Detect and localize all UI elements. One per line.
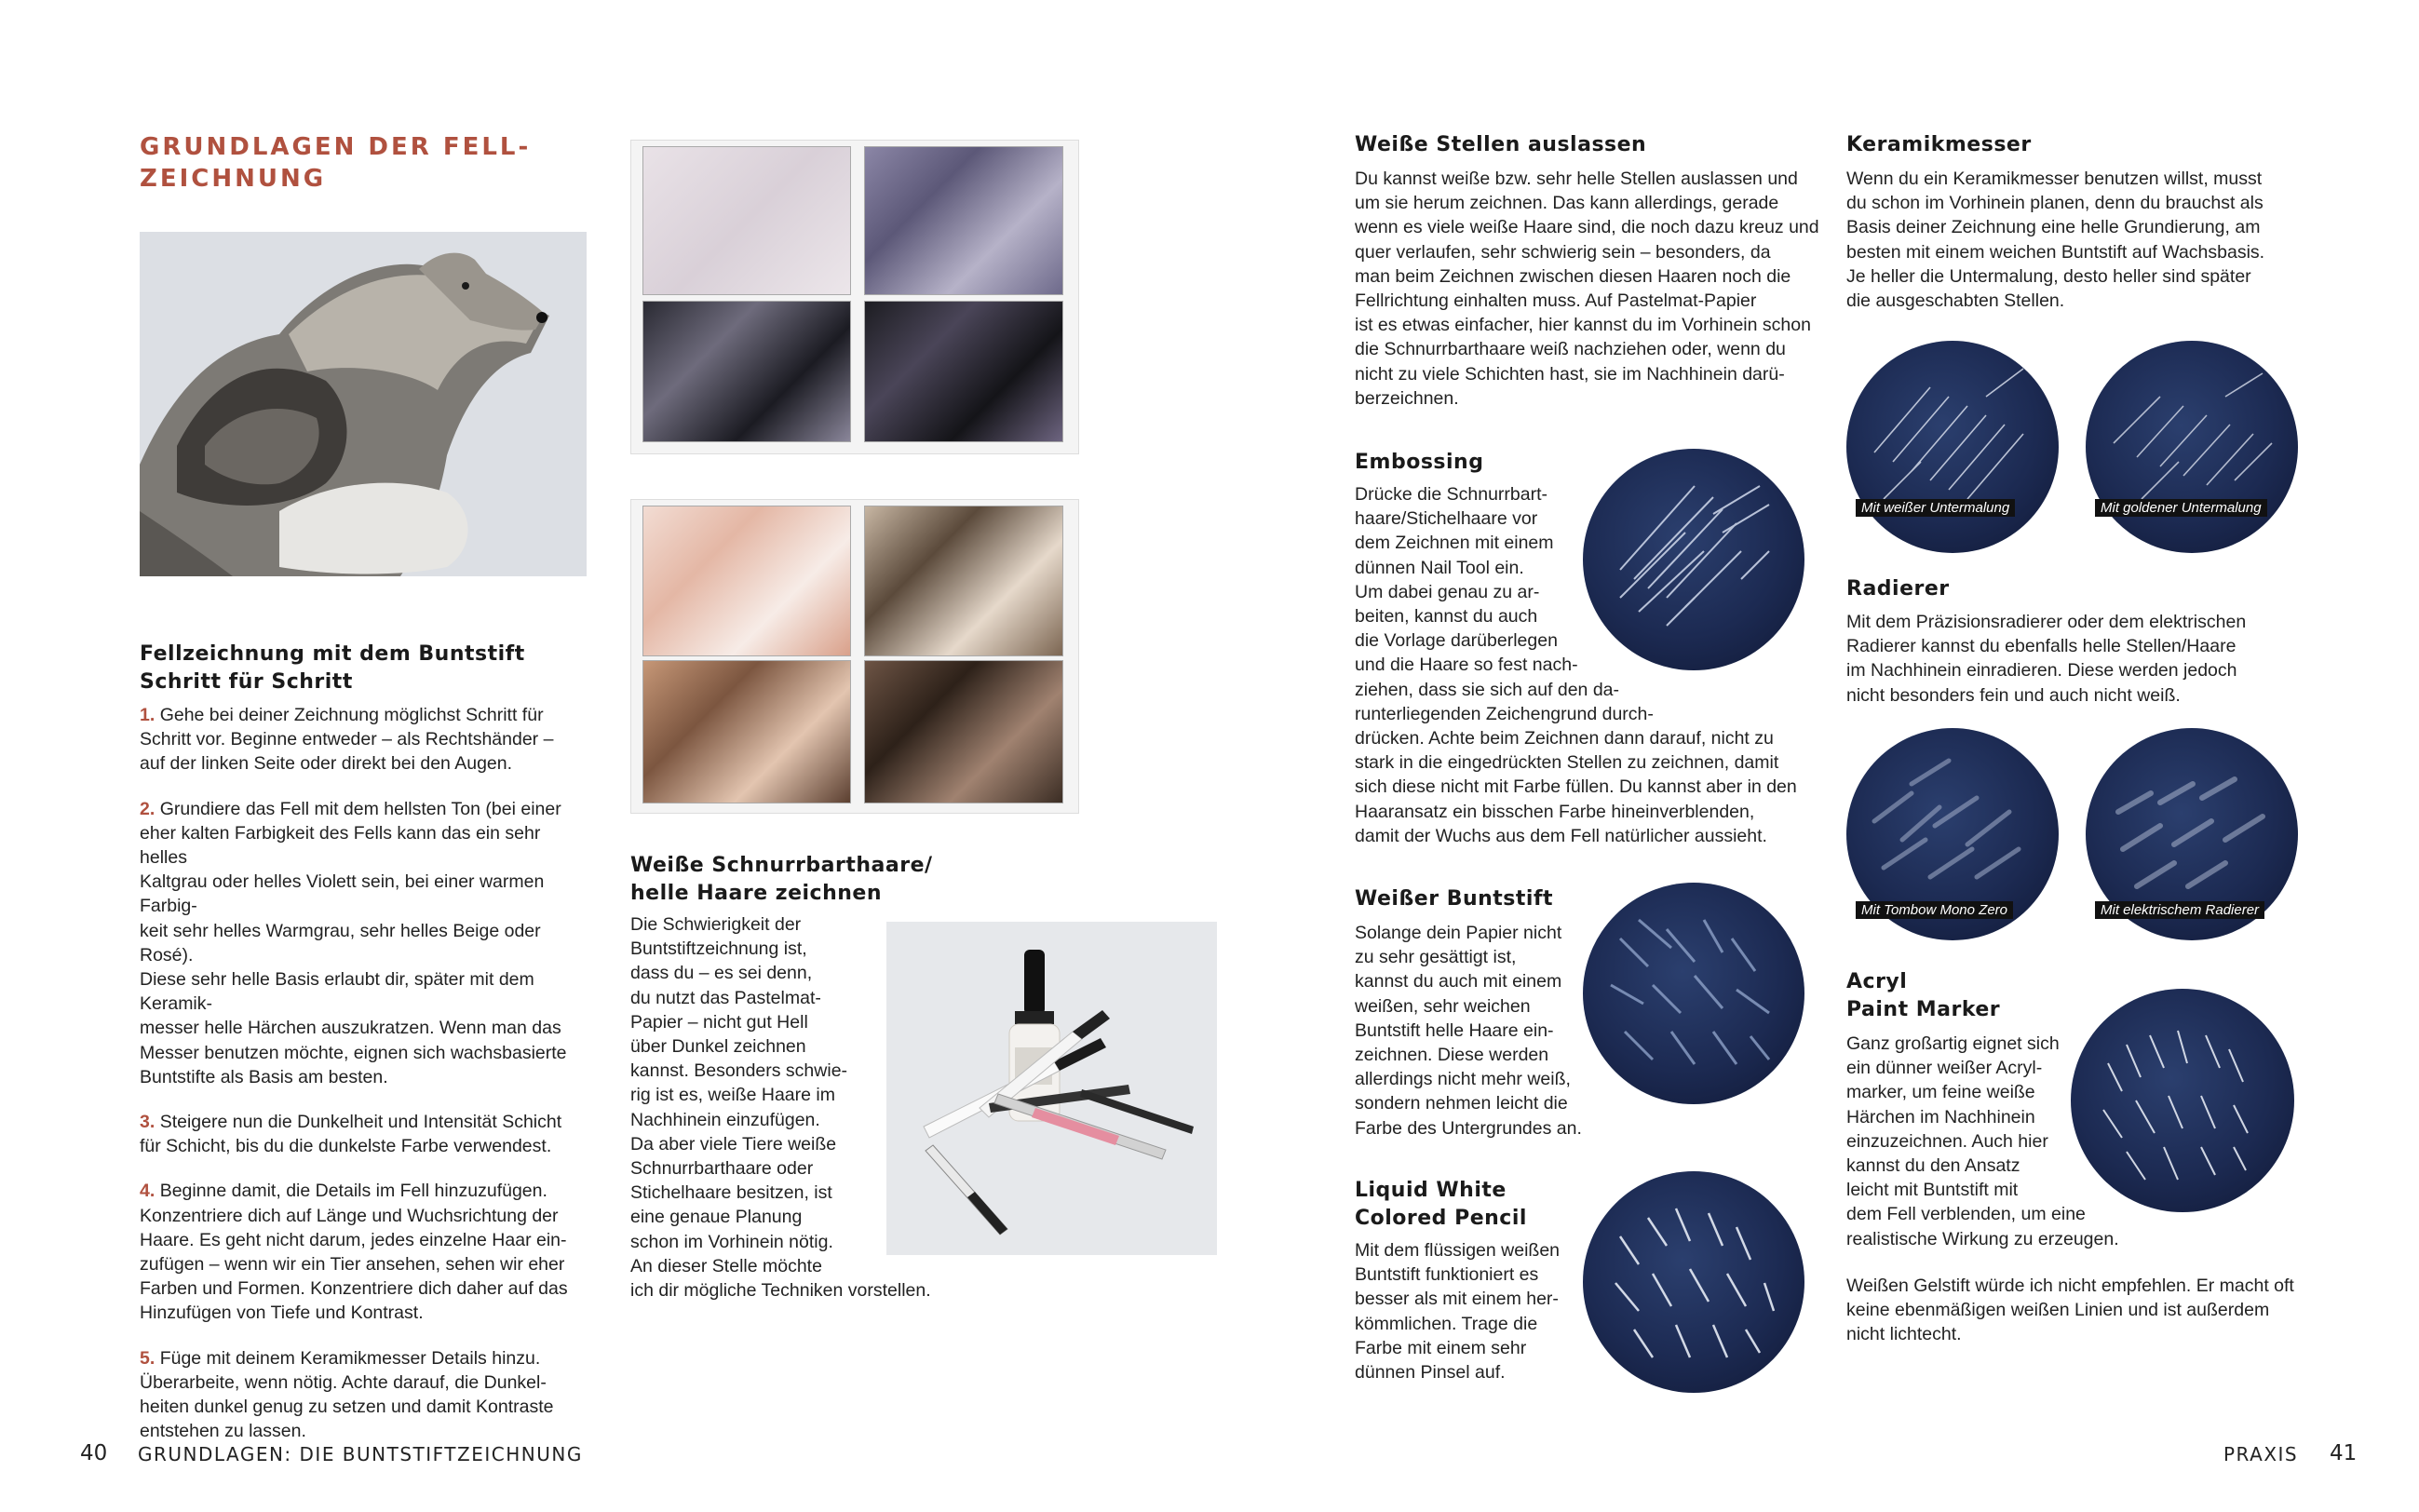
step-4-line [140, 1179, 587, 1203]
pencil-hairs [1583, 883, 1804, 1104]
caption-electric-eraser: Mit elektrischem Radierer [2095, 901, 2264, 919]
eraser-text [1846, 610, 2293, 708]
step-text: entstehen zu lassen. [140, 1421, 306, 1442]
step-text: Schritt vor. Beginne entweder – als Rechtshänder – [140, 729, 554, 750]
ceramic-white-under-disc [1846, 341, 2059, 553]
text-line: Radierer kannst du ebenfalls helle Stellen/Haare [1846, 636, 2237, 657]
whisker-line: An dieser Stelle möchte [630, 1255, 822, 1276]
liquid-white-text [1355, 1238, 1597, 1384]
text-line: dünnen Nail Tool ein. [1355, 557, 1524, 578]
acrylic-marker-heading [1846, 968, 2000, 1024]
whisker-line: über Dunkel zeichnen [630, 1036, 806, 1058]
acrylic-heading-line2: Paint Marker [1846, 998, 2001, 1021]
step-number: 5. [140, 1347, 155, 1369]
step-text: messer helle Härchen auszukratzen. Wenn man das [140, 1018, 561, 1039]
step-text: Steigere nun die Dunkelheit und Intensität Schicht [159, 1112, 562, 1133]
step-2-line [140, 797, 587, 821]
step-number: 2. [140, 798, 155, 819]
step-text: Buntstifte als Basis am besten. [140, 1066, 388, 1087]
text-line: besten mit einem weichen Buntstift auf Wachsbasis. [1846, 241, 2265, 263]
text-line: kannst du den Ansatz [1846, 1155, 2020, 1177]
text-line: leicht mit Buntstift mit [1846, 1180, 2019, 1201]
chapter-title-line2: ZEICHNUNG [140, 165, 327, 193]
whisker-line: Da aber viele Tiere weiße [630, 1133, 837, 1154]
text-line: Solange dein Papier nicht [1355, 923, 1562, 943]
step-text: zufügen – wenn wir ein Tier ansehen, sehen wir eher [140, 1254, 565, 1276]
text-line: Farbe des Untergrundes an. [1355, 1117, 1582, 1139]
text-line: drücken. Achte beim Zeichnen dann darauf, nicht zu [1355, 728, 1774, 749]
step-text: Diese sehr helle Basis erlaubt dir, später mit dem Keramik- [140, 969, 534, 1015]
step-text: Konzentriere dich auf Länge und Wuchsrichtung der [140, 1205, 559, 1226]
caption-white-underpainting: Mit weißer Untermalung [1856, 499, 2015, 517]
step-number: 4. [140, 1181, 155, 1202]
white-pencil-text [1355, 921, 1597, 1141]
text-line: dem Fell verblenden, um eine [1846, 1204, 2086, 1225]
text-line: Haaransatz ein bisschen Farbe hineinverblenden, [1355, 801, 1755, 822]
text-line: quer verlaufen, sehr schwierig sein – besonders, da [1355, 241, 1771, 263]
whisker-line: Buntstiftzeichnung ist, [630, 938, 807, 960]
text-line: sondern nehmen leicht die [1355, 1093, 1568, 1114]
text-line: man beim Zeichnen zwischen diesen Haaren noch die [1355, 265, 1791, 287]
text-line: Ganz großartig eignet sich [1846, 1033, 2060, 1054]
step-text: Kaltgrau oder helles Violett sein, bei einer warmen Farbig- [140, 871, 545, 917]
text-line: Je heller die Untermalung, desto heller sind später [1846, 265, 2251, 287]
whisker-line: Schnurrbarthaare oder [630, 1158, 814, 1180]
whisker-line: rig ist es, weiße Haare im [630, 1085, 835, 1106]
page-number-right: 41 [2330, 1441, 2358, 1465]
liquid-white-sample-disc [1583, 1171, 1804, 1393]
text-line: stark in die eingedrückten Stellen zu zeichnen, damit [1355, 752, 1779, 774]
wolf-drawing-image [140, 232, 587, 576]
swatch-light-rose [642, 506, 851, 656]
text-line: dem Zeichnen mit einem [1355, 533, 1554, 554]
step-3-line [140, 1110, 587, 1134]
text-line: Farbe mit einem sehr [1355, 1337, 1527, 1358]
text-line: die Vorlage darüberlegen [1355, 630, 1558, 652]
step-2 [140, 797, 587, 1089]
step-number: 1. [140, 705, 155, 725]
step-4 [140, 1179, 587, 1325]
text-line: weißen, sehr weichen [1355, 995, 1531, 1017]
embossing-sample-disc [1583, 449, 1804, 670]
white-spots-text [1355, 167, 1820, 411]
swatch-dark-brown [864, 660, 1063, 803]
text-line: einzuzeichnen. Auch hier [1846, 1130, 2048, 1152]
swatch-warm-tan [642, 660, 851, 803]
whisker-line: ich dir mögliche Techniken vorstellen. [630, 1280, 931, 1302]
text-line: nicht zu viele Schichten hast, sie im Nachhinein darü- [1355, 363, 1785, 385]
step-5 [140, 1346, 587, 1444]
text-line: nicht besonders fein und auch nicht weiß. [1846, 684, 2181, 706]
wolf-illustration [140, 232, 587, 576]
steps-heading-line2: Schritt für Schritt [140, 670, 353, 694]
embossing-heading: Embossing [1355, 451, 1484, 474]
step-text: heiten dunkel genug zu setzen und damit Kontraste [140, 1397, 554, 1418]
steps-heading [140, 641, 525, 696]
text-line: haare/Stichelhaare vor [1355, 508, 1538, 530]
gel-pen-note [1846, 1274, 2293, 1347]
step-number: 3. [140, 1112, 155, 1133]
chapter-title-line1: GRUNDLAGEN DER FELL- [140, 133, 532, 161]
step-text: keit sehr helles Warmgrau, sehr helles Beige oder Rosé). [140, 920, 541, 965]
text-line: ist es etwas einfacher, hier kannst du im Vorhinein schon [1355, 315, 1811, 336]
steps-heading-line1: Fellzeichnung mit dem Buntstift [140, 642, 525, 666]
text-line: marker, um feine weiße [1846, 1082, 2035, 1103]
ceramic-knife-text [1846, 167, 2284, 313]
whisker-line: Stichelhaare besitzen, ist [630, 1182, 832, 1204]
text-line: Mit dem Präzisionsradierer oder dem elektrischen [1846, 612, 2247, 632]
liquid-hairs [1583, 1171, 1804, 1393]
whisker-heading [630, 852, 933, 908]
text-line: Wenn du ein Keramikmesser benutzen willst, musst [1846, 169, 2263, 189]
marker-hairs [2071, 989, 2294, 1212]
text-line: Weißen Gelstift würde ich nicht empfehlen. Er macht oft [1846, 1276, 2294, 1296]
white-spots-heading: Weiße Stellen auslassen [1355, 133, 1647, 156]
text-line: wenn es viele weiße Haare sind, die noch dazu kreuz und [1355, 217, 1819, 238]
text-line: die Schnurrbarthaare weiß nachziehen oder, wenn du [1355, 339, 1786, 360]
text-line: realistische Wirkung zu erzeugen. [1846, 1228, 2119, 1249]
text-line: kannst du auch mit einem [1355, 971, 1562, 992]
scratched-hairs-white [1846, 341, 2059, 553]
text-line: die ausgeschabten Stellen. [1846, 290, 2065, 312]
step-text: auf der linken Seite oder direkt bei den Augen. [140, 753, 513, 775]
text-line: berzeichnen. [1355, 387, 1459, 409]
text-line: keine ebenmäßigen weißen Linien und ist außerdem [1846, 1300, 2270, 1321]
text-line: Mit dem flüssigen weißen [1355, 1240, 1561, 1261]
page-number-left: 40 [80, 1441, 108, 1465]
step-text: Grundiere das Fell mit dem hellsten Ton (bei einer [159, 798, 561, 819]
text-line: dünnen Pinsel auf. [1355, 1362, 1506, 1384]
liquid-heading-line2: Colored Pencil [1355, 1207, 1527, 1230]
acrylic-marker-sample-disc [2071, 989, 2294, 1212]
text-line: und die Haare so fest nach- [1355, 655, 1578, 676]
step-text: Hinzufügen von Tiefe und Kontrast. [140, 1303, 424, 1324]
text-line: Fellrichtung einhalten muss. Auf Pastelmat-Papier [1355, 290, 1757, 312]
text-line: zeichnen. Diese werden [1355, 1045, 1549, 1066]
acrylic-heading-line1: Acryl [1846, 970, 1908, 993]
caption-gold-underpainting: Mit goldener Untermalung [2095, 499, 2267, 517]
step-3 [140, 1110, 587, 1158]
step-1 [140, 703, 587, 776]
whisker-line: Papier – nicht gut Hell [630, 1011, 808, 1033]
whisker-line: dass du – es sei denn, [630, 963, 813, 984]
text-line: allerdings nicht mehr weiß, [1355, 1069, 1571, 1090]
step-text: Messer benutzen möchte, eignen sich wachsbasierte [140, 1042, 567, 1063]
scratched-hairs-gold [2086, 341, 2298, 553]
tools-photo [886, 922, 1217, 1255]
text-line: zu sehr gesättigt ist, [1355, 947, 1517, 968]
liquid-white-heading [1355, 1177, 1527, 1233]
liquid-heading-line1: Liquid White [1355, 1179, 1507, 1202]
text-line: Buntstift helle Haare ein- [1355, 1019, 1554, 1041]
text-line: Um dabei genau zu ar- [1355, 581, 1540, 602]
step-text: für Schicht, bis du die dunkelste Farbe verwendest. [140, 1136, 552, 1157]
eraser-heading: Radierer [1846, 577, 1950, 601]
text-line: besser als mit einem her- [1355, 1289, 1559, 1310]
whisker-line: Nachhinein einzufügen. [630, 1109, 820, 1130]
text-line: Du kannst weiße bzw. sehr helle Stellen auslassen und [1355, 169, 1798, 189]
text-line: im Nachhinein einradieren. Diese werden jedoch [1846, 660, 2237, 682]
embossed-hairs [1583, 449, 1804, 670]
swatch-brown-beige [864, 506, 1063, 656]
swatch-light-violet [642, 146, 851, 295]
step-text: Beginne damit, die Details im Fell hinzuzufügen. [159, 1181, 547, 1202]
step-5-line [140, 1346, 587, 1370]
text-line: du schon im Vorhinein planen, denn du brauchst als [1846, 193, 2264, 214]
text-line: Härchen im Nachhinein [1846, 1106, 2035, 1127]
text-line: Basis deiner Zeichnung eine helle Grundierung, am [1846, 217, 2261, 238]
text-line: Buntstift funktioniert es [1355, 1264, 1539, 1286]
whisker-line: kannst. Besonders schwie- [630, 1060, 848, 1082]
whisker-line: du nutzt das Pastelmat- [630, 987, 821, 1008]
whisker-line: schon im Vorhinein nötig. [630, 1231, 833, 1252]
swatch-black [864, 301, 1063, 442]
step-text: eher kalten Farbigkeit des Fells kann das ein sehr helles [140, 822, 541, 869]
swatch-mid-violet [864, 146, 1063, 295]
ceramic-knife-heading: Keramikmesser [1846, 133, 2032, 156]
whisker-heading-line2: helle Haare zeichnen [630, 882, 882, 905]
text-line: beiten, kannst du auch [1355, 606, 1538, 628]
white-pencil-heading: Weißer Buntstift [1355, 887, 1554, 911]
step-text: Farben und Formen. Konzentriere dich daher auf das [140, 1278, 568, 1300]
whisker-line: eine genaue Planung [630, 1207, 803, 1228]
text-line: ein dünner weißer Acryl- [1846, 1058, 2043, 1079]
running-footer-left: GRUNDLAGEN: DIE BUNTSTIFTZEICHNUNG [138, 1443, 583, 1465]
step-text: Haare. Es geht nicht darum, jedes einzelne Haar ein- [140, 1229, 567, 1250]
text-line: kömmlichen. Trage die [1355, 1313, 1538, 1334]
text-line: um sie herum zeichnen. Das kann allerdings, gerade [1355, 193, 1779, 214]
running-footer-right: PRAXIS [2223, 1443, 2299, 1465]
ceramic-gold-under-disc [2086, 341, 2298, 553]
step-text: Überarbeite, wenn nötig. Achte darauf, die Dunkel- [140, 1371, 547, 1393]
text-line: runterliegenden Zeichengrund durch- [1355, 703, 1654, 724]
whisker-heading-line1: Weiße Schnurrbarthaare/ [630, 854, 933, 877]
whisker-line: Die Schwierigkeit der [630, 914, 802, 935]
swatch-dark-grey [642, 301, 851, 442]
step-text: Gehe bei deiner Zeichnung möglichst Schritt für [159, 705, 544, 725]
text-line: nicht lichtecht. [1846, 1324, 1962, 1345]
step-1-line [140, 703, 587, 727]
step-text: Füge mit deinem Keramikmesser Details hinzu. [159, 1347, 541, 1369]
text-line: ziehen, dass sie sich auf den da- [1355, 679, 1620, 700]
text-line: damit der Wuchs aus dem Fell natürlicher aussieht. [1355, 825, 1767, 846]
steps-list [140, 703, 587, 1443]
text-line: sich diese nicht mit Farbe füllen. Du kannst aber in den [1355, 776, 1797, 798]
caption-tombow-mono-zero: Mit Tombow Mono Zero [1856, 901, 2013, 919]
chapter-title [140, 131, 531, 195]
tools-illustration [886, 922, 1217, 1255]
text-line: Drücke die Schnurrbart- [1355, 484, 1547, 505]
warm-fur-swatch-sheet [630, 499, 1079, 814]
cool-fur-swatch-sheet [630, 140, 1079, 454]
white-pencil-sample-disc [1583, 883, 1804, 1104]
